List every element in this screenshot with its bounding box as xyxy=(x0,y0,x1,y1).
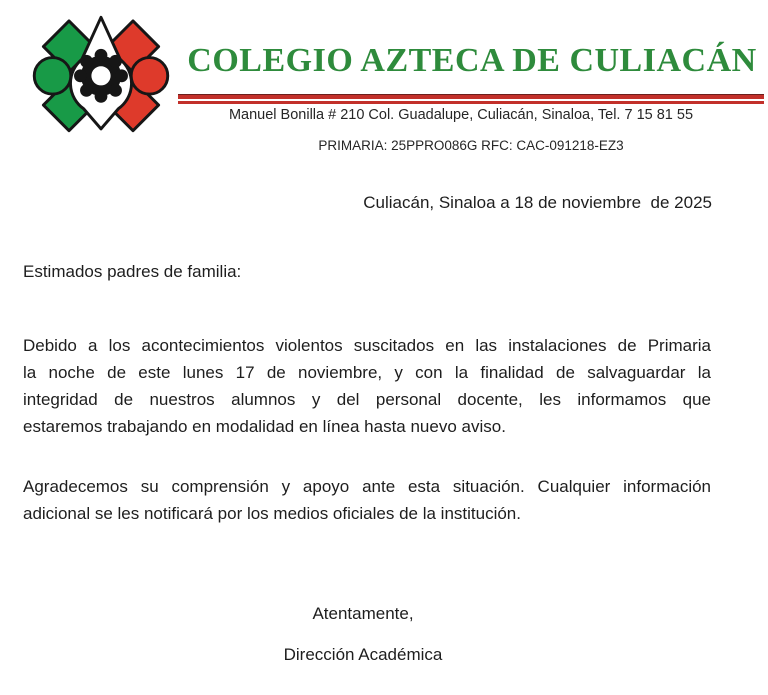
paragraph-1-line: la noche de este lunes 17 de noviembre, y con la finalidad de salvaguardar la xyxy=(23,363,711,382)
school-address: Manuel Bonilla # 210 Col. Guadalupe, Culiacán, Sinaloa, Tel. 7 15 81 55 xyxy=(228,107,694,123)
school-logo-icon xyxy=(30,10,172,138)
paragraph-2 xyxy=(23,473,711,527)
school-name-title: COLEGIO AZTECA DE CULIACÁN xyxy=(187,42,757,79)
signature: Dirección Académica xyxy=(283,645,443,664)
school-registry: PRIMARIA: 25PPRO086G RFC: CAC-091218-EZ3 xyxy=(318,138,624,153)
header-rule-top xyxy=(178,94,764,99)
paragraph-1-line: Debido a los acontecimientos violentos suscitados en las instalaciones de Primaria xyxy=(23,336,711,355)
paragraph-1 xyxy=(23,332,711,440)
date-line: Culiacán, Sinaloa a 18 de noviembre de 2025 xyxy=(363,193,712,212)
closing: Atentamente, xyxy=(312,604,414,623)
header-rule-bottom xyxy=(178,101,764,104)
paragraph-2-line: Agradecemos su comprensión y apoyo ante esta situación. Cualquier información xyxy=(23,477,711,496)
logo-gear-icon xyxy=(74,49,128,103)
salutation: Estimados padres de familia: xyxy=(23,262,242,281)
paragraph-2-line: adicional se les notificará por los medios oficiales de la institución. xyxy=(23,504,521,523)
paragraph-1-line: integridad de nuestros alumnos y del personal docente, les informamos que xyxy=(23,390,711,409)
paragraph-1-line: estaremos trabajando en modalidad en línea hasta nuevo aviso. xyxy=(23,417,506,436)
